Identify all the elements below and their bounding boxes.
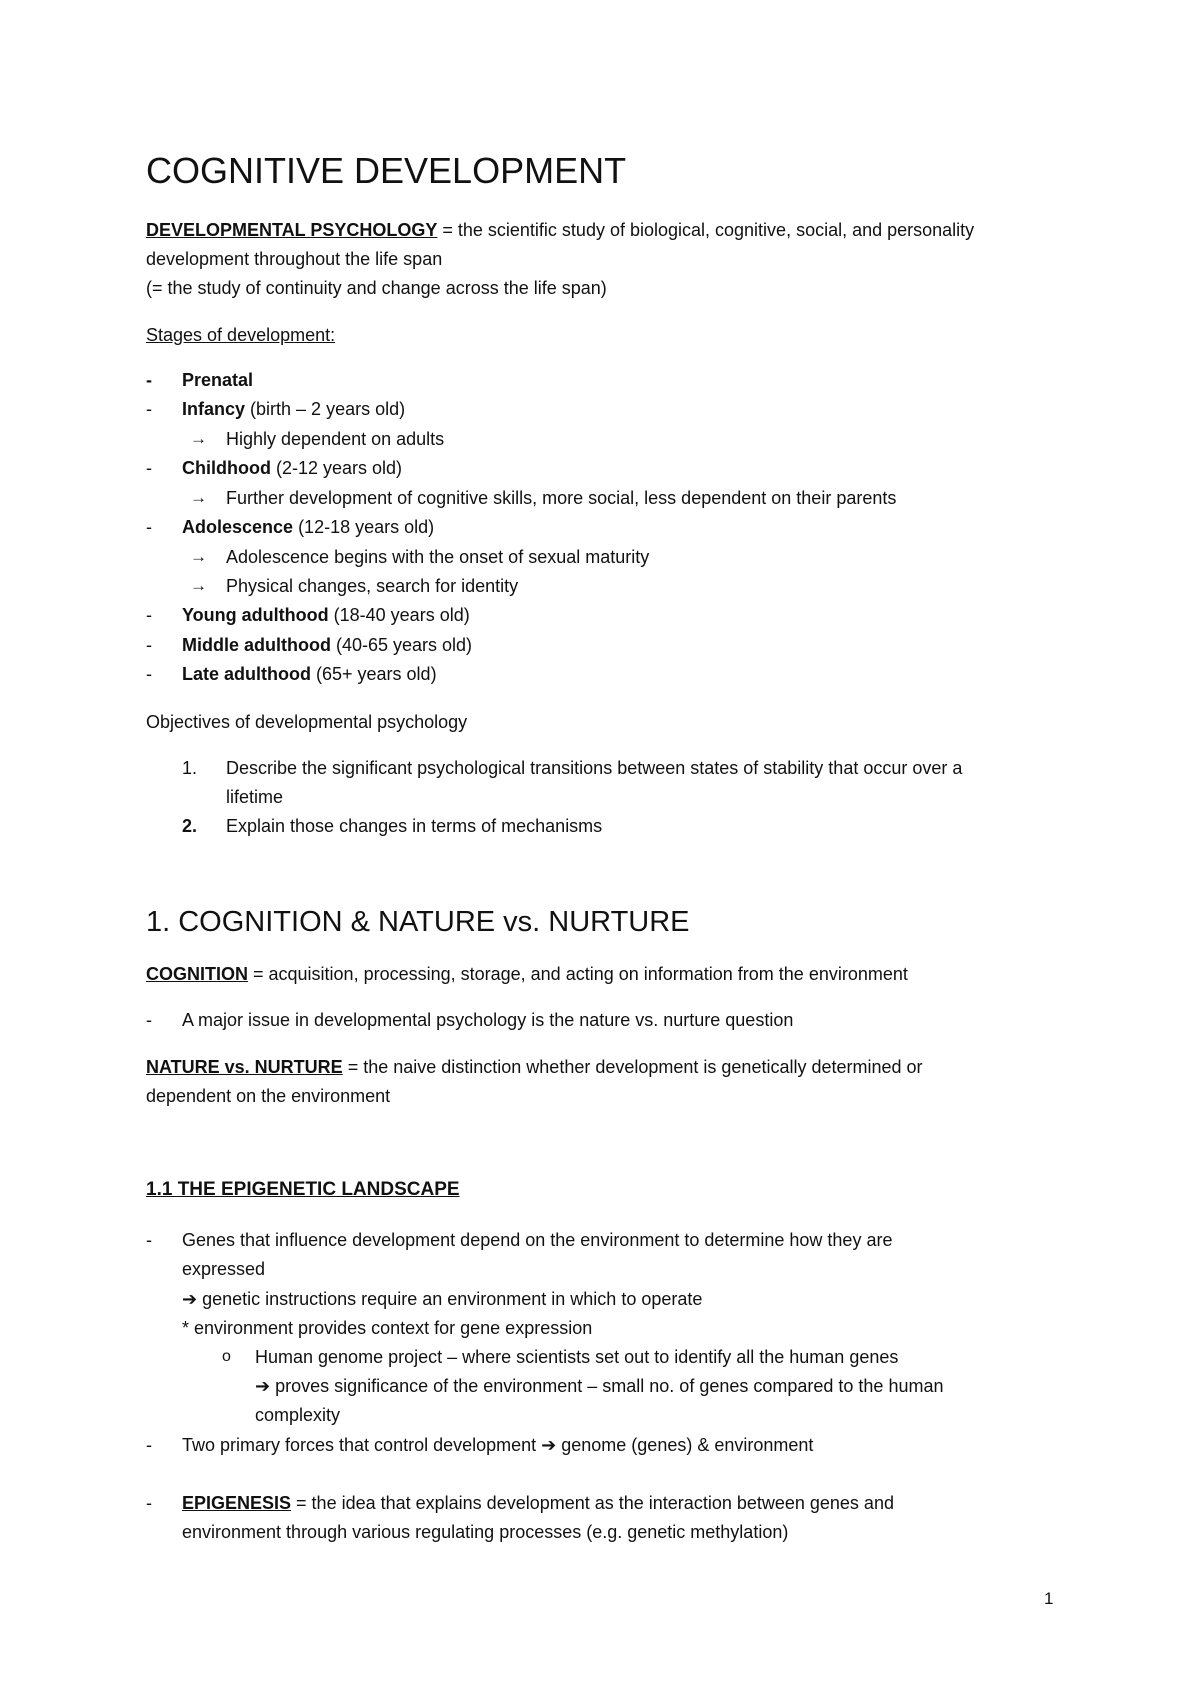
right-arrow-icon: → [190,547,207,566]
dash-bullet: - [146,1010,152,1030]
nature-nurture-term: NATURE vs. NURTURE [146,1057,343,1077]
issue-text: A major issue in developmental psychology is the nature vs. nurture question [182,1010,794,1030]
dash-bullet: - [146,1435,152,1455]
objective-line: Explain those changes in terms of mechanisms [226,816,603,836]
stage-name: Middle adulthood [182,635,331,655]
hgp-line: Human genome project – where scientists set out to identify all the human genes [255,1347,899,1367]
stage-name: Young adulthood [182,605,329,625]
stage-item [182,369,253,391]
stage-item [182,516,434,538]
stage-item [182,398,405,420]
objective-line: Describe the significant psychological transitions between states of stability that occur over a [226,758,963,778]
nature-nurture-definition [146,1056,923,1078]
list-number: 1. [182,758,198,778]
devpsych-definition [146,219,974,241]
stage-range: (2-12 years old) [270,458,403,478]
dash-bullet: - [146,664,152,684]
dash-bullet: - [146,458,152,478]
nature-nurture-def-line2: dependent on the environment [146,1086,391,1106]
stage-range: (40-65 years old) [330,635,473,655]
circle-bullet: o [222,1348,231,1365]
proves-line2: complexity [255,1405,341,1425]
epigenesis-def: = the idea that explains development as the interaction between genes and [291,1493,894,1513]
cognition-definition [146,963,908,985]
epigenesis-definition [182,1492,894,1514]
context-line: * environment provides context for gene expression [182,1318,593,1338]
instructions-line [182,1288,702,1310]
dash-bullet: - [146,1493,152,1513]
dash-bullet: - [146,605,152,625]
dash-bullet: - [146,517,152,537]
stage-name: Childhood [182,458,271,478]
stage-range: (18-40 years old) [328,605,470,625]
stage-range: (12-18 years old) [293,517,435,537]
subsection-heading: 1.1 THE EPIGENETIC LANDSCAPE [146,1179,460,1200]
dash-bullet: - [146,1230,152,1250]
proves-text: proves significance of the environment – small no. of genes compared to the human [270,1376,944,1396]
list-number: 2. [182,816,198,836]
devpsych-def-line2: development throughout the life span [146,249,443,269]
objectives-heading: Objectives of developmental psychology [146,712,468,732]
epigenesis-def-line2: environment through various regulating processes (e.g. genetic methylation) [182,1522,789,1542]
right-arrow-icon: → [190,429,207,448]
nature-nurture-def: = the naive distinction whether development is genetically determined or [342,1057,923,1077]
page-number: 1 [1044,1589,1054,1608]
stage-item [182,663,437,685]
stage-name: Prenatal [182,370,254,390]
stage-range: (65+ years old) [311,664,437,684]
genes-line2: expressed [182,1259,266,1279]
forces-line [182,1434,813,1456]
devpsych-def-line3: (= the study of continuity and change across the life span) [146,278,607,298]
stage-note: Highly dependent on adults [226,429,445,449]
instructions-text: genetic instructions require an environment in which to operate [197,1289,703,1309]
stage-name: Infancy [182,399,246,419]
right-arrow-icon: ➔ [255,1376,271,1396]
epigenesis-term: EPIGENESIS [182,1493,292,1513]
cognition-def: = acquisition, processing, storage, and acting on information from the environment [248,964,908,984]
stage-range: (birth – 2 years old) [245,399,406,419]
objective-line: lifetime [226,787,284,807]
forces-text-b: genome (genes) & environment [556,1435,814,1455]
dash-bullet: - [146,635,152,655]
devpsych-def-line1: = the scientific study of biological, cognitive, social, and personality [437,220,975,240]
stage-item [182,604,470,626]
stage-name: Adolescence [182,517,294,537]
right-arrow-icon: ➔ [541,1435,557,1455]
stage-note: Adolescence begins with the onset of sexual maturity [226,547,650,567]
devpsych-term: DEVELOPMENTAL PSYCHOLOGY [146,220,438,240]
proves-line1 [255,1375,943,1397]
page-title: COGNITIVE DEVELOPMENT [146,150,627,191]
cognition-term: COGNITION [146,964,248,984]
stage-note: Physical changes, search for identity [226,576,519,596]
stage-name: Late adulthood [182,664,311,684]
stage-item [182,457,402,479]
right-arrow-icon: → [190,576,207,595]
stage-item [182,634,472,656]
dash-bullet: - [146,370,152,390]
genes-line1: Genes that influence development depend on the environment to determine how they are [182,1230,893,1250]
stage-note: Further development of cognitive skills, more social, less dependent on their parents [226,488,897,508]
right-arrow-icon: → [190,488,207,507]
right-arrow-icon: ➔ [182,1289,198,1309]
section-heading: 1. COGNITION & NATURE vs. NURTURE [146,906,690,938]
forces-text-a: Two primary forces that control development [182,1435,542,1455]
dash-bullet: - [146,399,152,419]
stages-heading: Stages of development: [146,325,336,345]
